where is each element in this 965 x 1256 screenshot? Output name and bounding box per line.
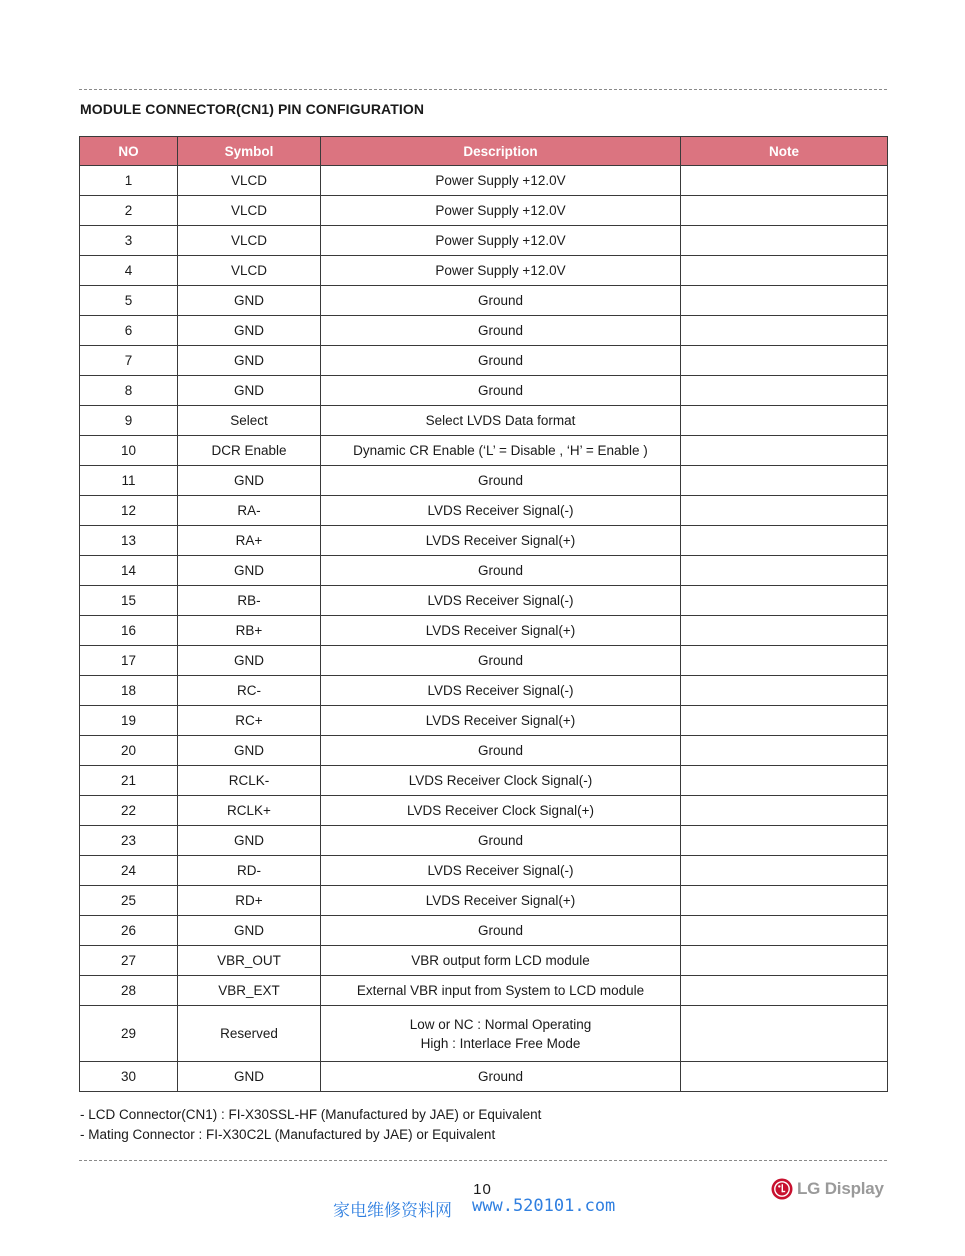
table-row <box>80 556 888 586</box>
table-row <box>80 316 888 346</box>
table-row <box>80 946 888 976</box>
pin-description-line: Power Supply +12.0V <box>435 173 566 188</box>
pin-note-cell <box>681 826 888 856</box>
column-header-symbol: Symbol <box>178 137 321 166</box>
pin-description-cell <box>321 1062 681 1092</box>
pin-number-cell: 14 <box>80 556 178 586</box>
pin-note-cell <box>681 766 888 796</box>
pin-description-cell <box>321 436 681 466</box>
pin-symbol-cell: Reserved <box>178 1006 321 1062</box>
pin-note-cell <box>681 376 888 406</box>
pin-number-cell: 7 <box>80 346 178 376</box>
pin-description-line: LVDS Receiver Signal(+) <box>425 533 576 548</box>
pin-note-cell <box>681 676 888 706</box>
pin-number-cell: 6 <box>80 316 178 346</box>
lg-display-logo <box>771 1178 884 1200</box>
pin-note-cell <box>681 556 888 586</box>
pin-number-cell: 1 <box>80 166 178 196</box>
pin-description-line: Ground <box>477 743 524 758</box>
pin-description-cell <box>321 256 681 286</box>
table-row <box>80 466 888 496</box>
pin-description-cell <box>321 646 681 676</box>
table-row <box>80 436 888 466</box>
table-row <box>80 1006 888 1062</box>
pin-description-line: Power Supply +12.0V <box>435 233 566 248</box>
pin-description-cell <box>321 1006 681 1062</box>
pin-description-cell <box>321 406 681 436</box>
pin-description-line: LVDS Receiver Clock Signal(+) <box>407 803 594 818</box>
pin-symbol-cell: RA+ <box>178 526 321 556</box>
pin-description-line: Ground <box>477 323 524 338</box>
pin-description-line: High : Interlace Free Mode <box>420 1035 581 1051</box>
table-row <box>80 256 888 286</box>
pin-note-cell <box>681 466 888 496</box>
pin-description-cell <box>321 826 681 856</box>
pin-description-line: LVDS Receiver Signal(-) <box>427 593 574 608</box>
top-dashed-divider <box>79 89 887 90</box>
pin-number-cell: 10 <box>80 436 178 466</box>
pin-note-cell <box>681 586 888 616</box>
pin-description-cell <box>321 376 681 406</box>
table-row <box>80 886 888 916</box>
pin-note-cell <box>681 346 888 376</box>
table-row <box>80 796 888 826</box>
pin-note-cell <box>681 286 888 316</box>
pin-description-cell <box>321 196 681 226</box>
pin-symbol-cell: VBR_OUT <box>178 946 321 976</box>
pin-note-cell <box>681 916 888 946</box>
pin-description-cell <box>321 496 681 526</box>
bottom-dashed-divider <box>79 1160 887 1161</box>
pin-note-cell <box>681 436 888 466</box>
table-row <box>80 286 888 316</box>
pin-symbol-cell: RD- <box>178 856 321 886</box>
pin-description-line: Ground <box>477 1069 524 1084</box>
pin-rows <box>80 166 888 1092</box>
pin-description-cell <box>321 616 681 646</box>
pin-description-line: External VBR input from System to LCD module <box>356 983 645 998</box>
pin-description-line: Power Supply +12.0V <box>435 263 566 278</box>
pin-symbol-cell: GND <box>178 826 321 856</box>
pin-description-line: LVDS Receiver Signal(+) <box>425 713 576 728</box>
pin-note-cell <box>681 646 888 676</box>
pin-note-cell <box>681 1006 888 1062</box>
pin-number-cell: 30 <box>80 1062 178 1092</box>
pin-symbol-cell: VLCD <box>178 166 321 196</box>
pin-number-cell: 29 <box>80 1006 178 1062</box>
table-row <box>80 976 888 1006</box>
pin-description-cell <box>321 286 681 316</box>
pin-description-line: LVDS Receiver Signal(-) <box>427 503 574 518</box>
table-row <box>80 346 888 376</box>
table-row <box>80 916 888 946</box>
table-row <box>80 736 888 766</box>
pin-number-cell: 25 <box>80 886 178 916</box>
pin-description-line: Ground <box>477 653 524 668</box>
pin-number-cell: 13 <box>80 526 178 556</box>
pin-note-cell <box>681 976 888 1006</box>
pin-description-line: LVDS Receiver Signal(-) <box>427 863 574 878</box>
table-row <box>80 496 888 526</box>
pin-number-cell: 17 <box>80 646 178 676</box>
table-row <box>80 196 888 226</box>
pin-description-line: Ground <box>477 383 524 398</box>
pin-symbol-cell: RD+ <box>178 886 321 916</box>
pin-description-line: LVDS Receiver Signal(-) <box>427 683 574 698</box>
pin-symbol-cell: VLCD <box>178 256 321 286</box>
table-header-row <box>80 137 888 166</box>
table-row <box>80 166 888 196</box>
pin-description-cell <box>321 916 681 946</box>
table-row <box>80 826 888 856</box>
column-header-description: Description <box>321 137 681 166</box>
pin-description-cell <box>321 976 681 1006</box>
pin-symbol-cell: GND <box>178 376 321 406</box>
table-row <box>80 856 888 886</box>
pin-description-line: Ground <box>477 923 524 938</box>
pin-description-line: LVDS Receiver Clock Signal(-) <box>408 773 593 788</box>
pin-symbol-cell: GND <box>178 466 321 496</box>
column-header-note: Note <box>681 137 888 166</box>
pin-description-cell <box>321 736 681 766</box>
pin-description-line: LVDS Receiver Signal(+) <box>425 623 576 638</box>
table-row <box>80 1062 888 1092</box>
note-mating-connector: - Mating Connector : FI-X30C2L (Manufactured by JAE) or Equivalent <box>80 1127 496 1142</box>
pin-description-cell <box>321 946 681 976</box>
table-row <box>80 406 888 436</box>
table-row <box>80 376 888 406</box>
pin-description-line: Dynamic CR Enable (‘L’ = Disable , ‘H’ = Enable ) <box>353 443 648 458</box>
pin-symbol-cell: VLCD <box>178 196 321 226</box>
pin-symbol-cell: VLCD <box>178 226 321 256</box>
table-row <box>80 226 888 256</box>
pin-note-cell <box>681 706 888 736</box>
pin-note-cell <box>681 1062 888 1092</box>
pin-description-line: Ground <box>477 833 524 848</box>
connector-notes <box>80 1105 541 1145</box>
pin-note-cell <box>681 946 888 976</box>
pin-number-cell: 19 <box>80 706 178 736</box>
table-row <box>80 616 888 646</box>
pin-number-cell: 5 <box>80 286 178 316</box>
pin-symbol-cell: GND <box>178 646 321 676</box>
pin-description-cell <box>321 766 681 796</box>
pin-symbol-cell: GND <box>178 286 321 316</box>
pin-note-cell <box>681 496 888 526</box>
pin-description-cell <box>321 856 681 886</box>
pin-number-cell: 12 <box>80 496 178 526</box>
pin-symbol-cell: GND <box>178 316 321 346</box>
pin-note-cell <box>681 736 888 766</box>
table-row <box>80 586 888 616</box>
pin-description-cell <box>321 466 681 496</box>
pin-description-line: Ground <box>477 353 524 368</box>
pin-description-line: VBR output form LCD module <box>411 953 590 968</box>
pin-symbol-cell: RC+ <box>178 706 321 736</box>
pin-description-line: LVDS Receiver Signal(+) <box>425 893 576 908</box>
pin-number-cell: 16 <box>80 616 178 646</box>
pin-description-cell <box>321 316 681 346</box>
pin-number-cell: 3 <box>80 226 178 256</box>
table-row <box>80 706 888 736</box>
watermark-site-name: 家电维修资料网 <box>333 1201 452 1220</box>
pin-description-line: Ground <box>477 293 524 308</box>
pin-number-cell: 11 <box>80 466 178 496</box>
pin-number-cell: 18 <box>80 676 178 706</box>
pin-number-cell: 2 <box>80 196 178 226</box>
watermark <box>333 1196 615 1221</box>
pin-number-cell: 24 <box>80 856 178 886</box>
pin-number-cell: 15 <box>80 586 178 616</box>
page-number: 10 <box>473 1181 492 1198</box>
pin-symbol-cell: GND <box>178 1062 321 1092</box>
pin-number-cell: 27 <box>80 946 178 976</box>
pin-configuration-table <box>79 136 888 1092</box>
pin-description-cell <box>321 556 681 586</box>
logo-text: LG Display <box>797 1179 884 1198</box>
pin-description-line: Ground <box>477 563 524 578</box>
pin-description-line: Low or NC : Normal Operating <box>409 1016 592 1032</box>
pin-description-cell <box>321 706 681 736</box>
pin-number-cell: 8 <box>80 376 178 406</box>
pin-note-cell <box>681 196 888 226</box>
pin-description-cell <box>321 226 681 256</box>
pin-note-cell <box>681 166 888 196</box>
pin-symbol-cell: GND <box>178 736 321 766</box>
pin-number-cell: 28 <box>80 976 178 1006</box>
pin-number-cell: 9 <box>80 406 178 436</box>
note-lcd-connector: - LCD Connector(CN1) : FI-X30SSL-HF (Manufactured by JAE) or Equivalent <box>80 1107 542 1122</box>
pin-number-cell: 23 <box>80 826 178 856</box>
pin-description-cell <box>321 586 681 616</box>
pin-symbol-cell: VBR_EXT <box>178 976 321 1006</box>
pin-description-line: Ground <box>477 473 524 488</box>
pin-number-cell: 4 <box>80 256 178 286</box>
pin-description-cell <box>321 166 681 196</box>
pin-symbol-cell: RA- <box>178 496 321 526</box>
pin-note-cell <box>681 886 888 916</box>
pin-symbol-cell: DCR Enable <box>178 436 321 466</box>
pin-note-cell <box>681 616 888 646</box>
pin-symbol-cell: Select <box>178 406 321 436</box>
pin-description-cell <box>321 796 681 826</box>
pin-note-cell <box>681 856 888 886</box>
pin-symbol-cell: RCLK- <box>178 766 321 796</box>
table-row <box>80 646 888 676</box>
table-row <box>80 676 888 706</box>
pin-note-cell <box>681 526 888 556</box>
pin-symbol-cell: RCLK+ <box>178 796 321 826</box>
pin-symbol-cell: GND <box>178 556 321 586</box>
table-row <box>80 526 888 556</box>
pin-symbol-cell: GND <box>178 916 321 946</box>
pin-description-cell <box>321 676 681 706</box>
pin-description-cell <box>321 886 681 916</box>
pin-note-cell <box>681 796 888 826</box>
column-header-no: NO <box>80 137 178 166</box>
pin-description-cell <box>321 346 681 376</box>
pin-note-cell <box>681 256 888 286</box>
table-row <box>80 766 888 796</box>
pin-note-cell <box>681 316 888 346</box>
pin-symbol-cell: RB+ <box>178 616 321 646</box>
pin-symbol-cell: GND <box>178 346 321 376</box>
watermark-url: www.520101.com <box>472 1196 616 1216</box>
lg-logo-icon <box>771 1178 793 1200</box>
pin-symbol-cell: RC- <box>178 676 321 706</box>
pin-description-line: Power Supply +12.0V <box>435 203 566 218</box>
pin-symbol-cell: RB- <box>178 586 321 616</box>
pin-number-cell: 21 <box>80 766 178 796</box>
section-title: MODULE CONNECTOR(CN1) PIN CONFIGURATION <box>80 101 425 117</box>
pin-note-cell <box>681 226 888 256</box>
pin-description-line: Select LVDS Data format <box>425 413 576 428</box>
pin-note-cell <box>681 406 888 436</box>
pin-number-cell: 22 <box>80 796 178 826</box>
pin-description-cell <box>321 526 681 556</box>
pin-number-cell: 26 <box>80 916 178 946</box>
pin-number-cell: 20 <box>80 736 178 766</box>
